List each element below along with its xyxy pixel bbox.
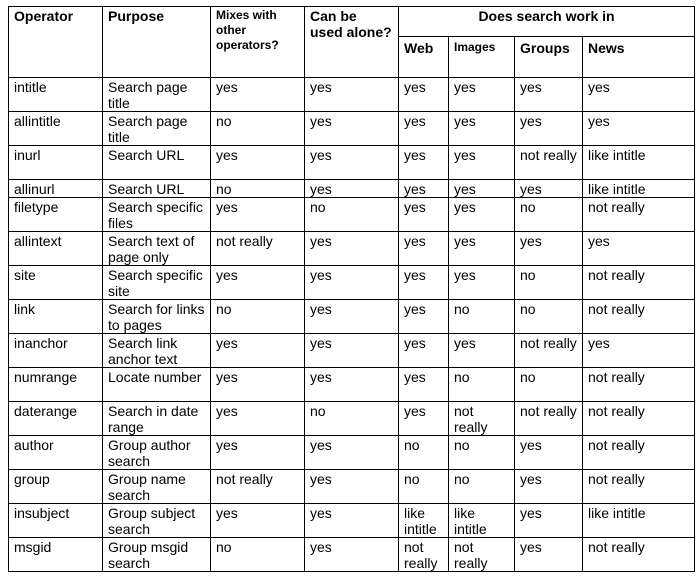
header-search-works-in: Does search work in — [399, 7, 695, 37]
cell-images: yes — [449, 232, 515, 266]
cell-groups: not really — [515, 334, 583, 368]
table-row — [9, 436, 695, 470]
cell-purpose: Search for links to pages — [103, 300, 211, 334]
cell-web: no — [399, 470, 449, 504]
cell-images: yes — [449, 112, 515, 146]
cell-web: yes — [399, 78, 449, 112]
cell-mixes: no — [211, 538, 305, 572]
cell-alone: yes — [305, 146, 399, 180]
table-row — [9, 78, 695, 112]
cell-mixes: yes — [211, 504, 305, 538]
table-row — [9, 266, 695, 300]
cell-operator: insubject — [9, 504, 103, 538]
cell-alone: yes — [305, 232, 399, 266]
cell-images: yes — [449, 266, 515, 300]
cell-operator: inanchor — [9, 334, 103, 368]
cell-alone: yes — [305, 436, 399, 470]
cell-alone: yes — [305, 470, 399, 504]
cell-alone: yes — [305, 180, 399, 198]
cell-images: yes — [449, 180, 515, 198]
cell-news: yes — [583, 112, 695, 146]
cell-purpose: Group msgid search — [103, 538, 211, 572]
table-row — [9, 368, 695, 402]
cell-groups: yes — [515, 180, 583, 198]
cell-web: yes — [399, 146, 449, 180]
cell-images: yes — [449, 146, 515, 180]
cell-web: yes — [399, 402, 449, 436]
table-row — [9, 300, 695, 334]
cell-news: yes — [583, 334, 695, 368]
cell-groups: no — [515, 300, 583, 334]
cell-news: like intitle — [583, 504, 695, 538]
cell-mixes: yes — [211, 198, 305, 232]
cell-purpose: Search URL — [103, 146, 211, 180]
header-news: News — [583, 37, 695, 78]
cell-images: not really — [449, 538, 515, 572]
cell-images: no — [449, 368, 515, 402]
cell-groups: yes — [515, 232, 583, 266]
table-row — [9, 504, 695, 538]
cell-operator: author — [9, 436, 103, 470]
cell-alone: no — [305, 198, 399, 232]
header-images: Images — [449, 37, 515, 78]
cell-news: like intitle — [583, 146, 695, 180]
cell-groups: yes — [515, 504, 583, 538]
cell-mixes: yes — [211, 78, 305, 112]
cell-groups: yes — [515, 470, 583, 504]
header-alone: Can be used alone? — [305, 7, 399, 78]
cell-images: like intitle — [449, 504, 515, 538]
cell-alone: yes — [305, 78, 399, 112]
cell-mixes: not really — [211, 232, 305, 266]
cell-mixes: yes — [211, 436, 305, 470]
cell-web: yes — [399, 232, 449, 266]
cell-mixes: yes — [211, 368, 305, 402]
cell-web: no — [399, 436, 449, 470]
operators-table — [8, 6, 695, 572]
cell-alone: yes — [305, 334, 399, 368]
cell-images: no — [449, 470, 515, 504]
cell-groups: yes — [515, 78, 583, 112]
cell-news: yes — [583, 232, 695, 266]
cell-news: not really — [583, 266, 695, 300]
cell-operator: msgid — [9, 538, 103, 572]
cell-operator: allintitle — [9, 112, 103, 146]
cell-operator: site — [9, 266, 103, 300]
cell-web: yes — [399, 266, 449, 300]
cell-images: yes — [449, 78, 515, 112]
cell-mixes: yes — [211, 402, 305, 436]
table-row — [9, 232, 695, 266]
cell-alone: yes — [305, 538, 399, 572]
cell-news: not really — [583, 470, 695, 504]
header-mixes: Mixes with other operators? — [211, 7, 305, 78]
cell-operator: inurl — [9, 146, 103, 180]
cell-mixes: not really — [211, 470, 305, 504]
cell-news: not really — [583, 368, 695, 402]
cell-groups: no — [515, 266, 583, 300]
cell-purpose: Search page title — [103, 112, 211, 146]
cell-purpose: Search link anchor text — [103, 334, 211, 368]
cell-purpose: Group author search — [103, 436, 211, 470]
cell-images: yes — [449, 198, 515, 232]
cell-mixes: no — [211, 300, 305, 334]
cell-operator: filetype — [9, 198, 103, 232]
cell-web: yes — [399, 334, 449, 368]
cell-operator: group — [9, 470, 103, 504]
table-row — [9, 112, 695, 146]
cell-purpose: Locate number — [103, 368, 211, 402]
cell-news: not really — [583, 538, 695, 572]
cell-web: not really — [399, 538, 449, 572]
cell-news: not really — [583, 436, 695, 470]
cell-news: like intitle — [583, 180, 695, 198]
cell-purpose: Group name search — [103, 470, 211, 504]
cell-web: yes — [399, 180, 449, 198]
cell-alone: no — [305, 402, 399, 436]
table-body — [9, 78, 695, 572]
table-row — [9, 470, 695, 504]
cell-operator: numrange — [9, 368, 103, 402]
cell-groups: not really — [515, 146, 583, 180]
cell-web: yes — [399, 368, 449, 402]
cell-alone: yes — [305, 504, 399, 538]
cell-groups: yes — [515, 112, 583, 146]
cell-operator: link — [9, 300, 103, 334]
table-row — [9, 198, 695, 232]
cell-web: like intitle — [399, 504, 449, 538]
cell-purpose: Search page title — [103, 78, 211, 112]
table-row — [9, 180, 695, 198]
cell-web: yes — [399, 300, 449, 334]
table-row — [9, 334, 695, 368]
cell-purpose: Search specific site — [103, 266, 211, 300]
cell-alone: yes — [305, 266, 399, 300]
cell-groups: yes — [515, 436, 583, 470]
cell-groups: no — [515, 368, 583, 402]
cell-mixes: yes — [211, 146, 305, 180]
cell-mixes: no — [211, 180, 305, 198]
header-operator: Operator — [9, 7, 103, 78]
header-web: Web — [399, 37, 449, 78]
cell-images: not really — [449, 402, 515, 436]
cell-web: yes — [399, 198, 449, 232]
table-row — [9, 538, 695, 572]
cell-operator: allintext — [9, 232, 103, 266]
cell-operator: daterange — [9, 402, 103, 436]
cell-purpose: Search in date range — [103, 402, 211, 436]
cell-alone: yes — [305, 300, 399, 334]
cell-alone: yes — [305, 368, 399, 402]
cell-mixes: no — [211, 112, 305, 146]
cell-web: yes — [399, 112, 449, 146]
cell-purpose: Search text of page only — [103, 232, 211, 266]
table-row — [9, 146, 695, 180]
cell-news: not really — [583, 300, 695, 334]
cell-purpose: Search specific files — [103, 198, 211, 232]
cell-alone: yes — [305, 112, 399, 146]
cell-mixes: yes — [211, 266, 305, 300]
cell-operator: intitle — [9, 78, 103, 112]
cell-images: no — [449, 300, 515, 334]
header-purpose: Purpose — [103, 7, 211, 78]
cell-purpose: Group subject search — [103, 504, 211, 538]
header-groups: Groups — [515, 37, 583, 78]
table-row — [9, 402, 695, 436]
cell-operator: allinurl — [9, 180, 103, 198]
cell-news: not really — [583, 402, 695, 436]
cell-groups: not really — [515, 402, 583, 436]
cell-mixes: yes — [211, 334, 305, 368]
cell-groups: no — [515, 198, 583, 232]
cell-images: yes — [449, 334, 515, 368]
cell-news: not really — [583, 198, 695, 232]
cell-news: yes — [583, 78, 695, 112]
cell-groups: yes — [515, 538, 583, 572]
cell-purpose: Search URL — [103, 180, 211, 198]
cell-images: no — [449, 436, 515, 470]
